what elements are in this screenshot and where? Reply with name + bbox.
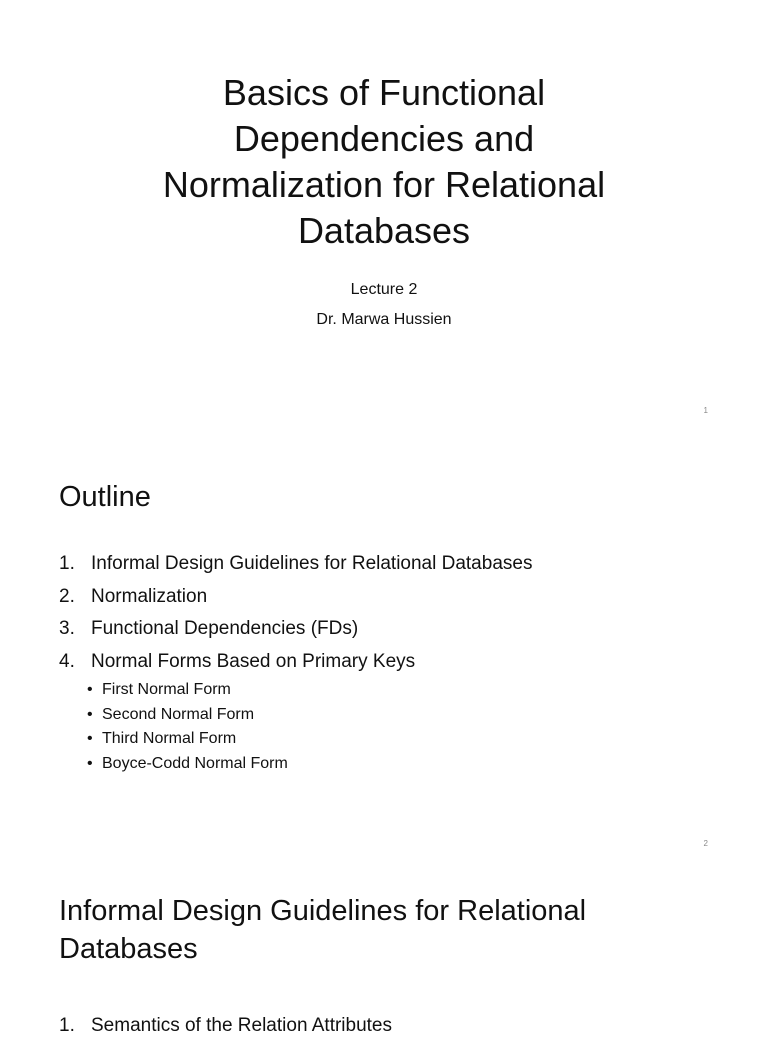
title-line: Basics of Functional bbox=[222, 72, 546, 113]
item-number: 2. bbox=[59, 585, 75, 607]
outline-item bbox=[59, 581, 532, 614]
title-line: Dependencies and bbox=[233, 118, 535, 159]
sub-list-item bbox=[87, 752, 532, 777]
slide-1 bbox=[0, 0, 768, 432]
item-number: 1. bbox=[59, 553, 75, 574]
item-label: Normalization bbox=[91, 585, 208, 607]
item-number: 3. bbox=[59, 618, 75, 639]
page-number: 1 bbox=[703, 406, 708, 415]
heading-line: Databases bbox=[59, 933, 198, 965]
bullet-icon: • bbox=[87, 730, 93, 747]
sub-item-label: First Normal Form bbox=[102, 681, 231, 698]
sub-item-label: Third Normal Form bbox=[102, 730, 237, 747]
sub-list-item bbox=[87, 678, 532, 703]
item-label: Functional Dependencies (FDs) bbox=[91, 618, 359, 639]
item-label: Informal Design Guidelines for Relational Databases bbox=[91, 553, 533, 574]
bullet-icon: • bbox=[87, 681, 93, 698]
slide-heading bbox=[59, 892, 699, 968]
outline-item bbox=[59, 613, 532, 646]
title-line: Normalization for Relational bbox=[162, 164, 606, 205]
outline-item bbox=[59, 1014, 392, 1038]
item-label: Semantics of the Relation Attributes bbox=[91, 1015, 392, 1036]
item-number: 4. bbox=[59, 650, 75, 672]
sub-item-label: Boyce-Codd Normal Form bbox=[102, 754, 288, 772]
slide-3 bbox=[0, 864, 768, 1036]
slide-title bbox=[80, 70, 688, 254]
sub-list-item bbox=[87, 727, 532, 752]
page-number: 2 bbox=[703, 839, 708, 848]
slide-2 bbox=[0, 432, 768, 864]
outline-item bbox=[59, 646, 532, 679]
sub-item-label: Second Normal Form bbox=[102, 705, 255, 723]
slide-heading: Outline bbox=[59, 481, 151, 513]
sub-list-container bbox=[59, 678, 532, 776]
item-label: Normal Forms Based on Primary Keys bbox=[91, 650, 416, 672]
author-name: Dr. Marwa Hussien bbox=[316, 311, 452, 328]
item-number: 1. bbox=[59, 1015, 75, 1036]
sub-list-item bbox=[87, 703, 532, 728]
title-line: Databases bbox=[297, 210, 471, 251]
bullet-icon: • bbox=[87, 705, 93, 723]
lecture-label: Lecture 2 bbox=[350, 281, 418, 298]
heading-line: Informal Design Guidelines for Relational bbox=[59, 895, 587, 927]
sub-list bbox=[87, 678, 532, 776]
outline-list bbox=[59, 548, 532, 776]
outline-item bbox=[59, 548, 532, 581]
bullet-icon: • bbox=[87, 754, 93, 772]
